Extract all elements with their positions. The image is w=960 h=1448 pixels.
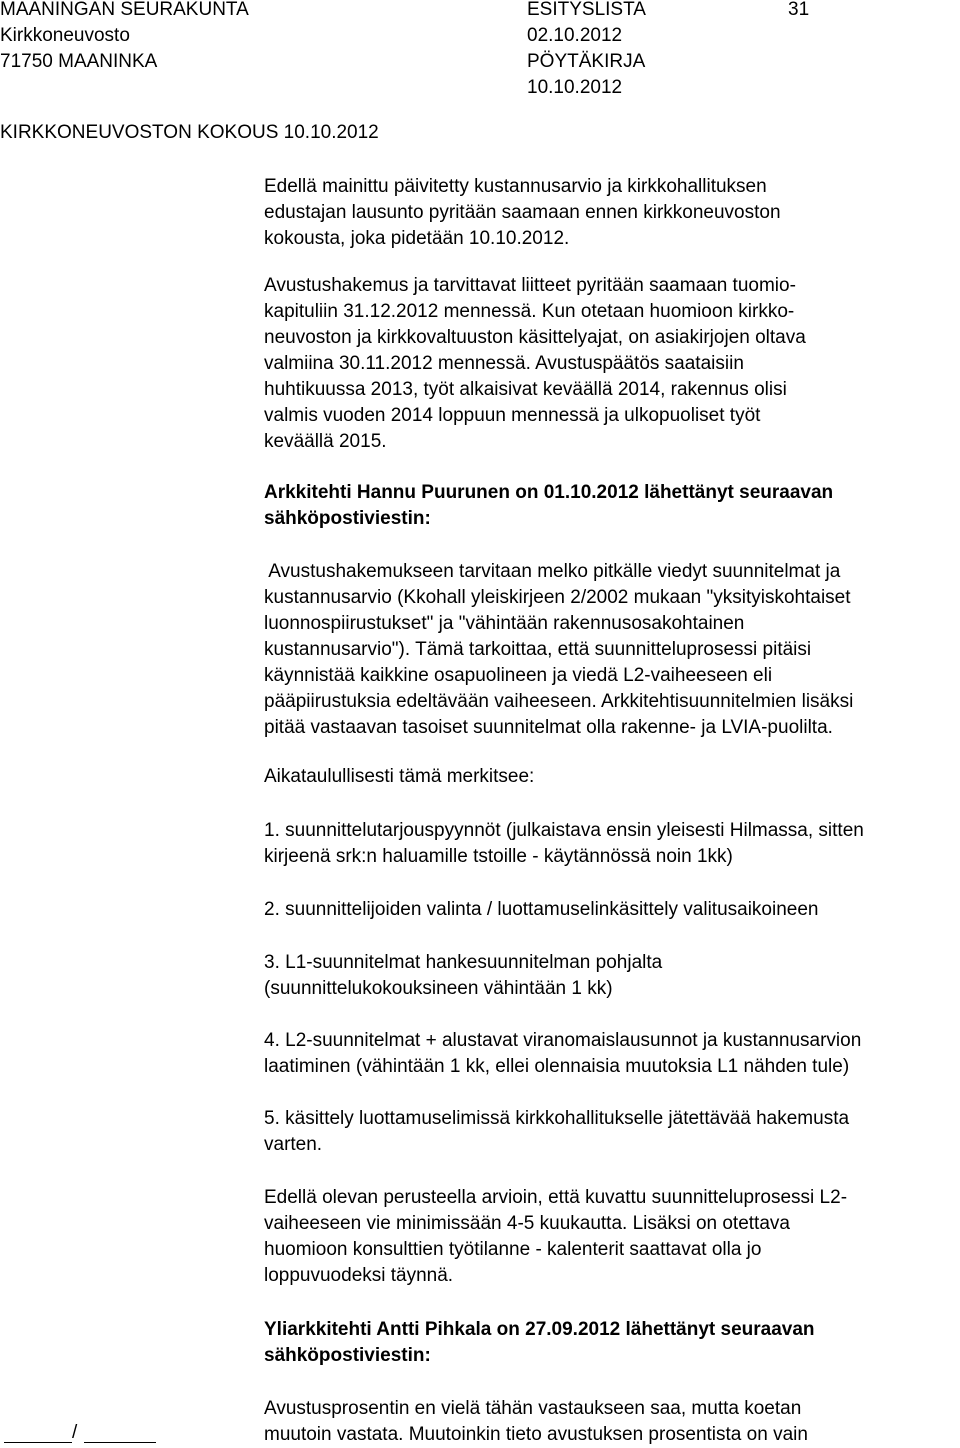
text-line: Avustushakemukseen tarvitaan melko pitkälle viedyt suunnitelmat ja — [264, 561, 841, 582]
text-line: luonnospiirustukset" ja "vähintään rakennusosakohtainen — [264, 613, 745, 634]
text-line: Edellä mainittu päivitetty kustannusarvio ja kirkkohallituksen — [264, 176, 767, 197]
text-line: varten. — [264, 1134, 323, 1155]
minutes-label: PÖYTÄKIRJA — [527, 51, 646, 72]
text-line: kustannusarvio (Kkohall yleiskirjeen 2/2002 mukaan "yksityiskohtaiset — [264, 587, 851, 608]
text-line: Aikataulullisesti tämä merkitsee: — [264, 766, 535, 787]
text-line: 3. L1-suunnitelmat hankesuunnitelman pohjalta — [264, 952, 663, 973]
paragraph-2 — [264, 273, 960, 455]
text-line: pitää vastaavan tasoiset suunnitelmat olla rakenne- ja LVIA-puolilta. — [264, 717, 833, 738]
text-line: 2. suunnittelijoiden valinta / luottamuselinkäsittely valitusaikoineen — [264, 899, 819, 920]
schedule-intro — [264, 764, 960, 790]
text-line: huomioon konsulttien työtilanne - kalenterit saattavat olla jo — [264, 1239, 762, 1260]
email-2-heading — [264, 1317, 960, 1369]
paragraph-5 — [264, 1396, 960, 1448]
signature-slash: / — [72, 1422, 78, 1443]
text-line: sähköpostiviestin: — [264, 508, 431, 529]
text-line: loppuvuodeksi täynnä. — [264, 1265, 454, 1286]
list-item-5 — [264, 1106, 960, 1158]
text-line: kapituliin 31.12.2012 mennessä. Kun otetaan huomioon kirkko- — [264, 301, 795, 322]
text-line: huhtikuussa 2013, työt alkaisivat keväällä 2014, rakennus olisi — [264, 379, 787, 400]
address: 71750 MAANINKA — [0, 51, 158, 72]
text-line: muutoin vastata. Muutoinkin tieto avustuksen prosentista on vain — [264, 1424, 808, 1445]
list-item-2 — [264, 897, 960, 923]
text-line: 4. L2-suunnitelmat + alustavat viranomaislausunnot ja kustannusarvion — [264, 1030, 862, 1051]
text-line: 5. käsittely luottamuselimissä kirkkohallitukselle jätettävää hakemusta — [264, 1108, 850, 1129]
doc-date: 02.10.2012 — [527, 25, 623, 46]
signature-underline-left — [4, 1442, 72, 1443]
page-number: 31 — [788, 0, 810, 20]
signature-line — [4, 1420, 156, 1446]
minutes-date: 10.10.2012 — [527, 77, 623, 98]
text-line: neuvoston ja kirkkovaltuuston käsittelyajat, on asiakirjojen oltava — [264, 327, 806, 348]
text-line: 1. suunnittelutarjouspyynnöt (julkaistava ensin yleisesti Hilmassa, sitten — [264, 820, 864, 841]
email-1-heading — [264, 480, 960, 532]
org-name: MAANINGAN SEURAKUNTA — [0, 0, 249, 20]
text-line: edustajan lausunto pyritään saamaan ennen kirkkoneuvoston — [264, 202, 781, 223]
text-line: valmiina 30.11.2012 mennessä. Avustuspäätös saataisiin — [264, 353, 744, 374]
text-line: pääpiirustuksia edeltävään vaiheeseen. Arkkitehtisuunnitelmien lisäksi — [264, 691, 854, 712]
paragraph-3 — [264, 559, 960, 741]
text-line: Arkkitehti Hannu Puurunen on 01.10.2012 lähettänyt seuraavan — [264, 482, 834, 503]
text-line: keväällä 2015. — [264, 431, 387, 452]
meeting-heading: KIRKKONEUVOSTON KOKOUS 10.10.2012 — [0, 122, 379, 143]
list-item-4 — [264, 1028, 960, 1080]
text-line: (suunnittelukokouksineen vähintään 1 kk) — [264, 978, 613, 999]
text-line: Avustusprosentin en vielä tähän vastaukseen saa, mutta koetan — [264, 1398, 802, 1419]
list-item-1 — [264, 818, 960, 870]
text-line: vaiheeseen vie minimissään 4-5 kuukautta. Lisäksi on otettava — [264, 1213, 790, 1234]
paragraph-1 — [264, 174, 960, 252]
text-line: Avustushakemus ja tarvittavat liitteet pyritään saamaan tuomio- — [264, 275, 796, 296]
text-line: laatiminen (vähintään 1 kk, ellei olennaisia muutoksia L1 nähden tule) — [264, 1056, 850, 1077]
doc-type: ESITYSLISTA — [527, 0, 646, 20]
list-item-3 — [264, 950, 960, 1002]
text-line: käynnistää kaikkine osapuolineen ja viedä L2-vaiheeseen eli — [264, 665, 773, 686]
text-line: kustannusarvio"). Tämä tarkoittaa, että suunnitteluprosessi pitäisi — [264, 639, 812, 660]
text-line: valmis vuoden 2014 loppuun mennessä ja ulkopuoliset työt — [264, 405, 761, 426]
body-name: Kirkkoneuvosto — [0, 25, 130, 46]
paragraph-4 — [264, 1185, 960, 1289]
text-line: kokousta, joka pidetään 10.10.2012. — [264, 228, 570, 249]
text-line: kirjeenä srk:n haluamille tstoille - käytännössä noin 1kk) — [264, 846, 733, 867]
text-line: sähköpostiviestin: — [264, 1345, 431, 1366]
text-line: Yliarkkitehti Antti Pihkala on 27.09.2012 lähettänyt seuraavan — [264, 1319, 815, 1340]
text-line: Edellä olevan perusteella arvioin, että kuvattu suunnitteluprosessi L2- — [264, 1187, 848, 1208]
signature-underline-right — [84, 1442, 156, 1443]
